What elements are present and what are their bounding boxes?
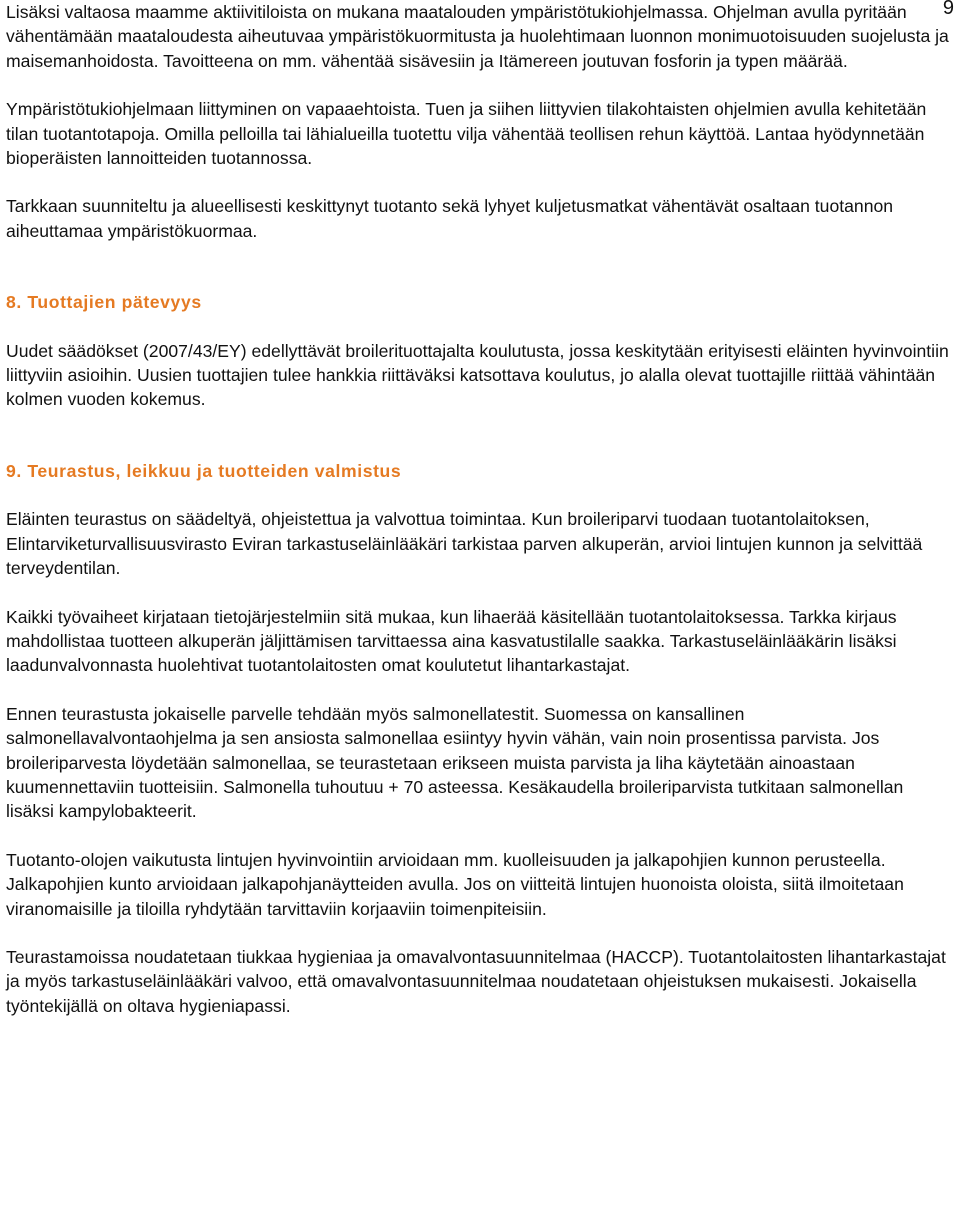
paragraph-traceability: Kaikki työvaiheet kirjataan tietojärjestelmiin sitä mukaa, kun lihaerää käsitellään tuotantolaitoksessa. Tarkka kirjaus mahdollistaa tuotteen alkuperän jäljittämisen tarvittaessa aina kasvatustilalle saakka. Tarkastuseläinlääkärin lisäksi laadunvalvonnasta huolehtivat tuotantolaitosten omat koulutetut lihantarkastajat. — [6, 606, 897, 676]
document-body — [6, 0, 956, 1018]
paragraph-producer-training: Uudet säädökset (2007/43/EY) edellyttävät broilerituottajalta koulutusta, jossa keskitytään erityisesti eläinten hyvinvointiin liittyviin asioihin. Uusien tuottajien tulee hankkia riittäväksi katsottava koulutus, jo alalla olevat tuottajille riittää vähintään kolmen vuoden kokemus. — [6, 340, 949, 410]
paragraph-voluntary-joining: Ympäristötukiohjelmaan liittyminen on vapaaehtoista. Tuen ja siihen liittyvien tilakohtaisten ohjelmien avulla kehitetään tilan tuotantotapoja. Omilla pelloilla tai lähialueilla tuotettu vilja vähentää teollisen rehun käyttöä. Lantaa hyödynnetään bioperäisten lannoitteiden tuotannossa. — [6, 99, 927, 169]
section-heading-slaughter-processing: 9. Teurastus, leikkuu ja tuotteiden valmistus — [6, 460, 402, 481]
page-number: 9 — [942, 0, 954, 19]
paragraph-salmonella: Ennen teurastusta jokaiselle parvelle tehdään myös salmonellatestit. Suomessa on kansallinen salmonellavalvontaohjelma ja sen ansiosta salmonellaa esiintyy hyvin vähän, vain noin prosentissa parvista. Jos broileriparvesta löydetään salmonellaa, se teurastetaan erikseen muista parvista ja liha käytetään ainoastaan kuumennettaviin tuotteisiin. Salmonella tuhoutuu + 70 asteessa. Kesäkaudella broileriparvista tutkitaan salmonellan lisäksi kampylobakteerit. — [6, 703, 904, 822]
section-heading-producer-competence: 8. Tuottajien pätevyys — [6, 292, 202, 313]
paragraph-environment-program: Lisäksi valtaosa maamme aktiivitiloista on mukana maatalouden ympäristötukiohjelmassa. Ohjelman avulla pyritään vähentämään maataloudesta aiheutuvaa ympäristökuormitusta ja huolehtimaan luonnon monimuotoisuuden suojelusta ja maisemanhoidosta. Tavoitteena on mm. vähentää sisävesiin ja Itämereen joutuvan fosforin ja typen määrää. — [6, 2, 949, 71]
paragraph-hygiene: Teurastamoissa noudatetaan tiukkaa hygieniaa ja omavalvontasuunnitelmaa (HACCP). Tuotantolaitosten lihantarkastajat ja myös tarkastuseläinlääkäri valvoo, että omavalvontasuunnitelmaa noudatetaan ohjeistuksen mukaisesti. Jokaisella työntekijällä on oltava hygieniapassi. — [6, 946, 946, 1016]
paragraph-local-production: Tarkkaan suunniteltu ja alueellisesti keskittynyt tuotanto sekä lyhyet kuljetusmatkat vähentävät osaltaan tuotannon aiheuttamaa ympäristökuormaa. — [6, 196, 894, 241]
paragraph-slaughter-regulation: Eläinten teurastus on säädeltyä, ohjeistettua ja valvottua toimintaa. Kun broileriparvi tuodaan tuotantolaitoksen, Elintarviketurvallisuusvirasto Eviran tarkastuseläinlääkäri tarkistaa parven alkuperän, arvioi lintujen kunnon ja selvittää terveydentilan. — [6, 509, 923, 579]
paragraph-welfare-assessment: Tuotanto-olojen vaikutusta lintujen hyvinvointiin arvioidaan mm. kuolleisuuden ja jalkapohjien kunnon perusteella. Jalkapohjien kunto arvioidaan jalkapohjanäytteiden avulla. Jos on viitteitä lintujen huonoista oloista, siitä ilmoitetaan viranomaisille ja tiloilla ryhdytään tarvittaviin korjaaviin toimenpiteisiin. — [6, 849, 904, 919]
